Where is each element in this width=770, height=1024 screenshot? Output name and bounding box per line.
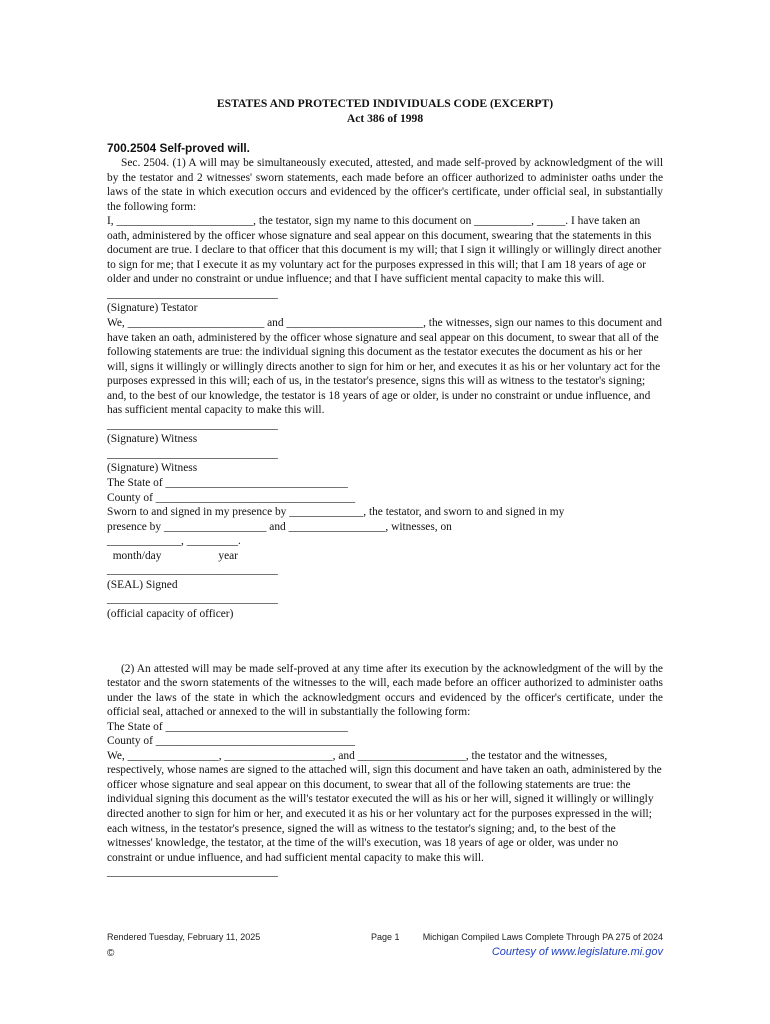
witness-statement: We, ________________________ and ________________________, the witnesses, sign our names to this document and have taken an oath, administered by the officer whose signature and seal appear on this document, to swear that all of the following statements are true: the individual signing this document as the testator executes the document as his or her will, signs it willingly or willingly directs another to sign for him or her, and executes it as his or her voluntary act for the purposes expressed in this will; each of us, in the testator's presence, signs this will as witness to the testator's signing; and, to the best of our knowledge, the testator is 18 years of age or older, is under no constraint or undue influence, and has sufficient mental capacity to make this will. — [107, 317, 662, 417]
signature-line: ______________________________ — [107, 287, 278, 300]
part1-intro: Sec. 2504. (1) A will may be simultaneously executed, attested, and made self-proved by acknowledgment of the will by the testator and 2 witnesses' sworn statements, each made before an officer authorized to administer oaths under the laws of the state in which execution occurs and evidenced by the officer's certificate, under official seal, in substantially the following form: — [107, 157, 663, 213]
signature-label-witness-2: (Signature) Witness — [107, 462, 198, 475]
testator-statement: I, ________________________, the testator, sign my name to this document on __________, _____. I have taken an oath, administered by the officer whose signature and seal appear on this document, swearing that the statements in this document are true. I declare to that officer that this document is my will; that I sign it willingly or willingly direct another to sign for me; that I execute it as my voluntary act for the purposes expressed in this will; that I am 18 years of age or older and under no constraint or undue influence; and that I have sufficient mental capacity to make this will. — [107, 215, 662, 286]
signature-line: ______________________________ — [107, 593, 278, 606]
part2-intro: (2) An attested will may be made self-proved at any time after its execution by the acknowledgment of the will by the testator and the sworn statements of the witnesses to the will, each made before an officer authorized to administer oaths under the laws of the state in which the acknowledgment occurs and evidenced by the officer's certificate, under the official seal, attached or annexed to the will in substantially the following form: — [107, 662, 663, 719]
signature-line: ______________________________ — [107, 866, 278, 879]
we-statement-2: We, ________________, ___________________, and ___________________, the testator and the witnesses, respectively, whose names are signed to the attached will, sign this document and have taken an oath, administered by the officer whose signature and seal appear on this document, to swear that all of the following statements are true: the individual signing this document as the will's testator executed the will as his or her will, signed it willingly or willingly directed another to sign for him or her, and executed it as his or her voluntary act for the purposes expressed in the will; each witness, in the testator's presence, signed the will as witness to the testator's signing; and, to the best of the witnesses' knowledge, the testator, at the time of the will's execution, was 18 years of age or older, was under no constraint or undue influence, and had sufficient mental capacity to make this will. — [107, 749, 662, 864]
official-capacity-label: (official capacity of officer) — [107, 607, 234, 620]
rendered-date: Rendered Tuesday, February 11, 2025 — [107, 932, 261, 942]
sworn-line-1: Sworn to and signed in my presence by _____________, the testator, and sworn to and signed in my — [107, 506, 565, 519]
copyright-symbol: © — [107, 948, 115, 959]
act-subtitle: Act 386 of 1998 — [346, 112, 424, 125]
signature-line: ______________________________ — [107, 418, 278, 431]
state-line: The State of ________________________________ — [107, 477, 348, 490]
document-page — [107, 96, 663, 880]
courtesy-link[interactable]: Courtesy of www.legislature.mi.gov — [491, 946, 663, 958]
seal-signed-label: (SEAL) Signed — [107, 578, 178, 591]
signature-label-witness-1: (Signature) Witness — [107, 433, 198, 446]
page-number: Page 1 — [371, 932, 400, 942]
county-line-2: County of ___________________________________ — [107, 735, 356, 748]
state-line-2: The State of ________________________________ — [107, 720, 348, 733]
section-heading: 700.2504 Self-proved will. — [107, 141, 250, 155]
sworn-line-3: _____________, _________. — [107, 535, 241, 548]
document-title: ESTATES AND PROTECTED INDIVIDUALS CODE (EXCERPT) — [216, 97, 554, 110]
signature-line: ______________________________ — [107, 447, 278, 460]
county-line: County of ___________________________________ — [107, 491, 356, 504]
spacer — [107, 622, 663, 662]
sworn-line-2: presence by __________________ and _________________, witnesses, on — [107, 520, 452, 533]
month-year-label: month/day year — [107, 549, 238, 562]
compiled-laws-note: Michigan Compiled Laws Complete Through PA 275 of 2024 — [422, 932, 663, 942]
signature-line: ______________________________ — [107, 564, 278, 577]
signature-label-testator: (Signature) Testator — [107, 302, 198, 315]
